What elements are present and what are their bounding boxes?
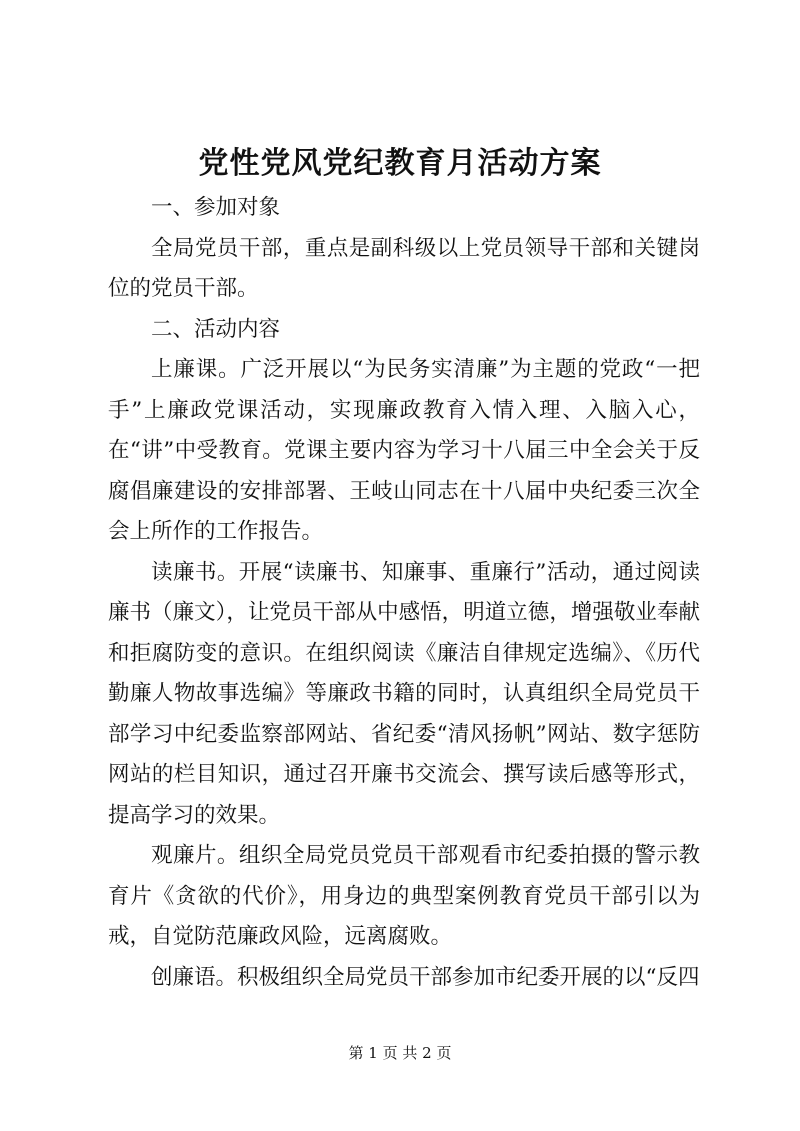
paragraph: 全局党员干部，重点是副科级以上党员领导干部和关键岗位的党员干部。 bbox=[108, 235, 700, 301]
document-body bbox=[108, 188, 700, 998]
page-number-footer: 第 1 页 共 2 页 bbox=[348, 1044, 452, 1062]
paragraph: 观廉片。组织全局党员党员干部观看市纪委拍摄的警示教育片《贪欲的代价》，用身边的典型案例教育党员干部引以为戒，自觉防范廉政风险，远离腐败。 bbox=[108, 843, 700, 949]
paragraph: 上廉课。广泛开展以“为民务实清廉”为主题的党政“一把手”上廉政党课活动，实现廉政教育入情入理、入脑入心，在“讲”中受教育。党课主要内容为学习十八届三中全会关于反腐倡廉建设的安排部署、王岐山同志在十八届中央纪委三次全会上所作的工作报告。 bbox=[108, 357, 700, 544]
section-heading: 一、参加对象 bbox=[151, 195, 281, 220]
paragraph: 读廉书。开展“读廉书、知廉事、重廉行”活动，通过阅读廉书（廉文），让党员干部从中感悟，明道立德，增强敬业奉献和拒腐防变的意识。在组织阅读《廉洁自律规定选编》、《历代勤廉人物故事选编》等廉政书籍的同时，认真组织全局党员干部学习中纪委监察部网站、省纪委“清风扬帆”网站、数字惩防网站的栏目知识，通过召开廉书交流会、撰写读后感等形式，提高学习的效果。 bbox=[108, 559, 700, 828]
section-heading: 二、活动内容 bbox=[151, 316, 281, 342]
paragraph: 创廉语。积极组织全局党员干部参加市纪委开展的以“反四 bbox=[151, 964, 700, 990]
document-title: 党性党风党纪教育月活动方案 bbox=[198, 146, 602, 181]
